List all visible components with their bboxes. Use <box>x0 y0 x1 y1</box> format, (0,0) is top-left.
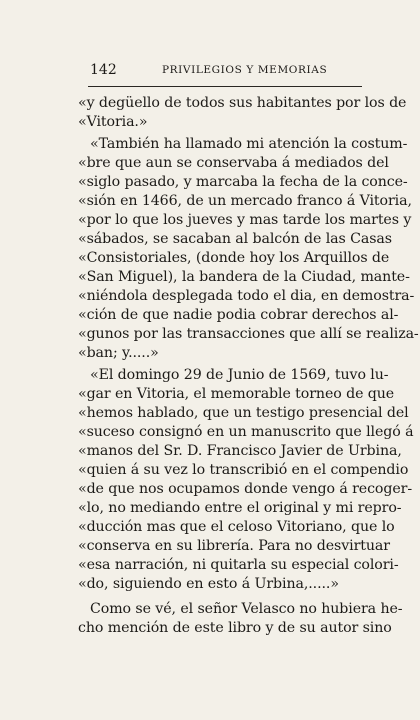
text-line: «do, siguiendo en esto á Urbina,.....» <box>78 576 339 592</box>
text-line: «ban; y.....» <box>78 345 159 361</box>
text-line: «sión en 1466, de un mercado franco á Vitoria, <box>78 193 412 209</box>
page-number: 142 <box>90 62 117 78</box>
text-line: «gar en Vitoria, el memorable torneo de que <box>78 386 395 402</box>
text-line: «y degüello de todos sus habitantes por los de <box>78 95 407 111</box>
text-line: cho mención de este libro y de su autor sino <box>78 620 392 636</box>
text-line: «bre que aun se conservaba á mediados del <box>78 155 389 171</box>
running-head: PRIVILEGIOS Y MEMORIAS <box>162 64 328 76</box>
text-line: «También ha llamado mi atención la costum- <box>90 136 408 152</box>
text-line: «quien á su vez lo transcribió en el compendio <box>78 462 409 478</box>
text-line: «gunos por las transacciones que allí se realiza- <box>78 326 419 342</box>
text-line: «San Miguel), la bandera de la Ciudad, mante- <box>78 269 410 285</box>
text-line: «El domingo 29 de Junio de 1569, tuvo lu- <box>90 367 389 383</box>
body-text <box>78 94 419 638</box>
text-line: «ducción mas que el celoso Vitoriano, que lo <box>78 519 395 535</box>
text-line: «conserva en su librería. Para no desvirtuar <box>78 538 390 554</box>
text-line: Como se vé, el señor Velasco no hubiera he- <box>90 601 403 617</box>
text-line: «sábados, se sacaban al balcón de las Casas <box>78 231 392 247</box>
text-line: «suceso consignó en un manuscrito que llegó á <box>78 424 414 440</box>
text-line: «siglo pasado, y marcaba la fecha de la conce- <box>78 174 408 190</box>
text-line: «por lo que los jueves y mas tarde los martes y <box>78 212 412 228</box>
text-line: «lo, no mediando entre el original y mi repro- <box>78 500 402 516</box>
text-line: «manos del Sr. D. Francisco Javier de Urbina, <box>78 443 402 459</box>
text-line: «Consistoriales, (donde hoy los Arquillos de <box>78 250 390 266</box>
page-header <box>90 62 364 80</box>
text-line: «ción de que nadie podia cobrar derechos al- <box>78 307 399 323</box>
header-rule <box>88 86 362 87</box>
text-line: «de que nos ocupamos donde vengo á recoger- <box>78 481 413 497</box>
text-line: «niéndola desplegada todo el dia, en demostra- <box>78 288 415 304</box>
text-line: «hemos hablado, que un testigo presencial del <box>78 405 409 421</box>
text-line: «Vitoria.» <box>78 114 148 130</box>
text-line: «esa narración, ni quitarla su especial colori- <box>78 557 399 573</box>
